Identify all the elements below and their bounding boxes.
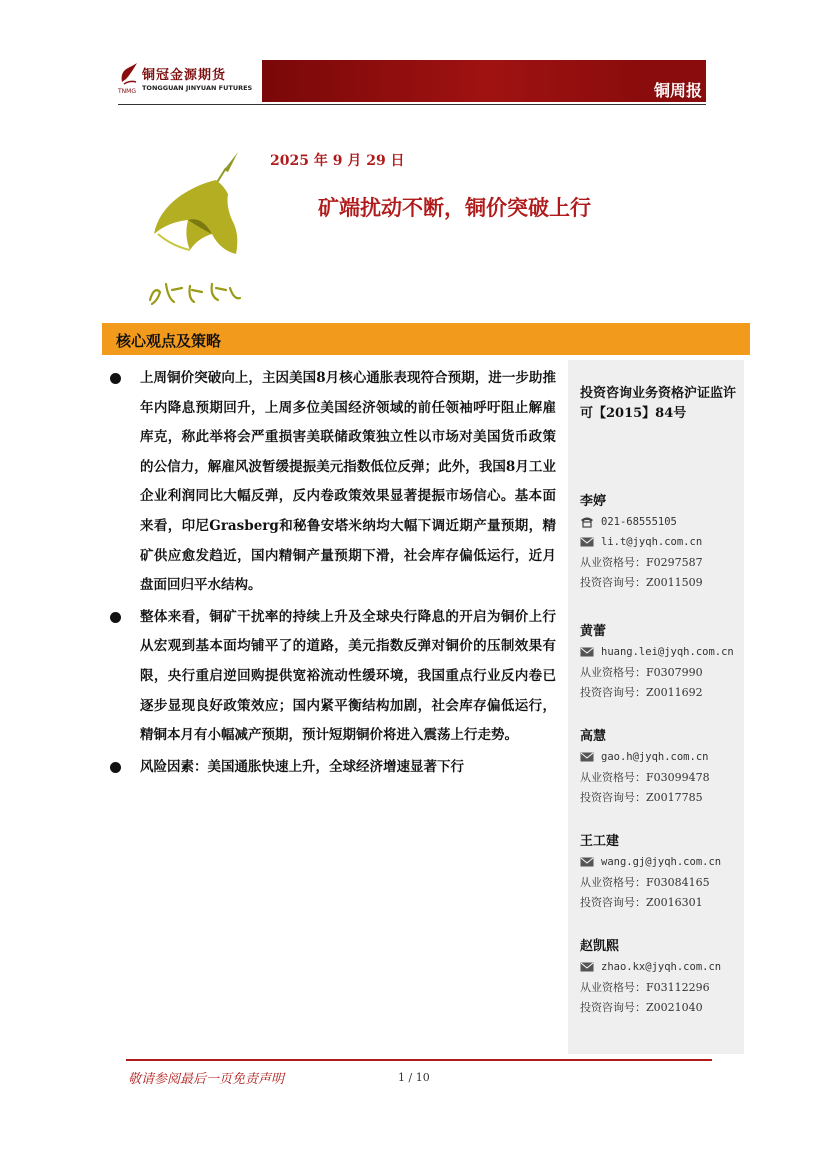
mail-icon [580, 536, 594, 548]
analyst-email[interactable]: li.t@jyqh.com.cn [601, 536, 703, 548]
email-row [580, 642, 742, 662]
core-views [106, 364, 556, 784]
bullet-text: 上周铜价突破向上，主因美国8月核心通胀表现符合预期，进一步助推年内降息预期回升，上周多位美国经济领域的前任领袖呼吁阻止解雇库克，称此举将会严重损害美联储政策独立性以市场对美国货币政策的公信力，解雇风波暂缓提振美元指数低位反弹；此外，我国8月工业企业利润同比大幅反弹，反内卷政策效果显著提振市场信心。基本面来看，印尼Grasberg和秘鲁安塔米纳均大幅下调近期产量预期，精矿供应愈发趋近，国内精铜产量预期下滑，社会库存偏低运行，近月盘面回归平水结构。 [140, 370, 556, 594]
bullet-point [106, 364, 556, 601]
email-row [580, 747, 742, 767]
analyst-email[interactable]: huang.lei@jyqh.com.cn [601, 646, 734, 658]
email-row [580, 957, 742, 977]
report-date: 2025 年 9 月 29 日 [270, 153, 405, 169]
logo-english-name: TONGGUAN JINYUAN FUTURES [142, 84, 253, 92]
practice-number: 从业资格号：F0297587 [580, 556, 703, 569]
logo-chinese-name: 铜冠金源期货 [142, 68, 227, 83]
analyst-sidebar [568, 360, 744, 1054]
section-header [102, 323, 750, 355]
analyst-name: 王工建 [580, 834, 620, 849]
analyst-phone: 021-68555105 [601, 516, 677, 528]
mail-icon [580, 856, 594, 868]
mail-icon [580, 646, 594, 658]
advisory-number: 投资咨询号：Z0011692 [580, 686, 703, 699]
analyst-email[interactable]: gao.h@jyqh.com.cn [601, 751, 709, 763]
bullet-point [106, 603, 556, 751]
mail-icon [580, 961, 594, 973]
analyst-card [580, 935, 742, 1017]
analyst-name: 高慧 [580, 729, 607, 744]
footer-divider [126, 1059, 712, 1061]
bullet-dot-icon [110, 762, 121, 773]
report-title: 矿端扰动不断，铜价突破上行 [318, 195, 591, 220]
practice-number: 从业资格号：F0307990 [580, 666, 703, 679]
bullet-text: 整体来看，铜矿干扰率的持续上升及全球央行降息的开启为铜价上行从宏观到基本面均铺平了的道路，美元指数反弹对铜价的压制效果有限，央行重启逆回购提供宽裕流动性缓环境，我国重点行业反内卷已逐步显现良好政策效应；国内紧平衡结构加剧，社会库存偏低运行，精铜本月有小幅减产预期，预计短期铜价将进入震荡上行走势。 [140, 608, 556, 744]
advisory-number: 投资咨询号：Z0021040 [580, 1001, 703, 1014]
practice-number: 从业资格号：F03084165 [580, 876, 710, 889]
practice-number: 从业资格号：F03112296 [580, 981, 710, 994]
analyst-name: 黄蕾 [580, 624, 607, 639]
advisory-number: 投资咨询号：Z0016301 [580, 896, 703, 909]
analyst-card [580, 725, 742, 807]
header-divider [118, 104, 706, 105]
practice-number: 从业资格号：F03099478 [580, 771, 710, 784]
advisory-number: 投资咨询号：Z0011509 [580, 576, 703, 589]
header-banner [262, 60, 706, 102]
page-number: 1 / 10 [398, 1071, 430, 1084]
analyst-email[interactable]: wang.gj@jyqh.com.cn [601, 856, 722, 868]
logo-mark-icon [118, 62, 140, 88]
analyst-email[interactable]: zhao.kx@jyqh.com.cn [601, 961, 722, 973]
bullet-text: 风险因素：美国通胀快速上升，全球经济增速显著下行 [140, 758, 464, 775]
report-type: 铜周报 [653, 81, 702, 100]
bullet-dot-icon [110, 612, 121, 623]
mail-icon [580, 751, 594, 763]
disclaimer-note: 敬请参阅最后一页免责声明 [128, 1072, 285, 1087]
email-row [580, 532, 742, 552]
analyst-name: 赵凯熙 [580, 939, 620, 954]
copper-emblem-icon [128, 150, 258, 310]
email-row [580, 852, 742, 872]
section-title: 核心观点及策略 [116, 332, 222, 350]
analyst-card [580, 490, 742, 592]
phone-row [580, 512, 742, 532]
bullet-point [106, 753, 556, 783]
phone-icon [580, 516, 594, 528]
analyst-card [580, 830, 742, 912]
advisory-number: 投资咨询号：Z0017785 [580, 791, 703, 804]
company-logo [118, 60, 266, 102]
logo-abbr: TNMG [118, 88, 136, 95]
analyst-name: 李婷 [580, 494, 607, 509]
qualification-text: 投资咨询业务资格沪证监许可【2015】84号 [580, 386, 737, 421]
analyst-card [580, 620, 742, 702]
bullet-dot-icon [110, 373, 121, 384]
